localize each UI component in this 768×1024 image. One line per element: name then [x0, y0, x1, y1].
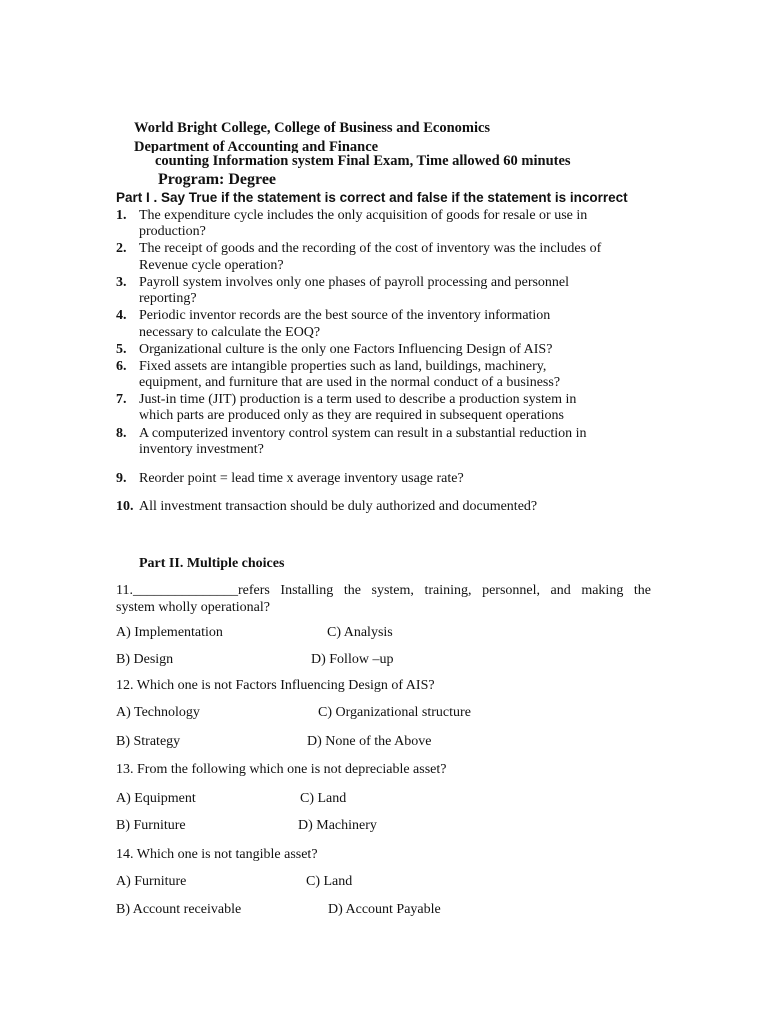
mc-option: B) Account receivable [116, 902, 242, 917]
question-number: 5. [116, 342, 127, 357]
question-text: necessary to calculate the EOQ? [139, 325, 321, 340]
question-number: 2. [116, 241, 127, 256]
question-text: Revenue cycle operation? [139, 258, 284, 273]
mc-option: C) Analysis [327, 625, 393, 640]
mc-option: D) Follow –up [311, 652, 394, 667]
mc-option: B) Strategy [116, 734, 181, 749]
mc-question-text: system wholly operational? [116, 600, 270, 615]
question-text: which parts are produced only as they are required in subsequent operations [139, 408, 564, 423]
mc-question-text: 14. Which one is not tangible asset? [116, 847, 318, 862]
mc-option: D) Account Payable [328, 902, 441, 917]
question-number: 3. [116, 275, 127, 290]
question-number: 8. [116, 426, 127, 441]
exam-title: counting Information system Final Exam, Time allowed 60 minutes [155, 153, 571, 169]
mc-option: C) Land [300, 791, 347, 806]
college-title: World Bright College, College of Business and Economics [134, 120, 491, 136]
question-number: 7. [116, 392, 127, 407]
question-number: 9. [116, 471, 127, 486]
part1-title: Part I . Say True if the statement is correct and false if the statement is incorrect [116, 190, 628, 205]
question-text: All investment transaction should be duly authorized and documented? [139, 499, 538, 514]
mc-option: D) Machinery [298, 818, 377, 833]
program-title: Program: Degree [158, 171, 277, 188]
question-text: inventory investment? [139, 442, 264, 457]
question-text: Organizational culture is the only one Factors Influencing Design of AIS? [139, 342, 553, 357]
question-number: 10. [116, 499, 134, 514]
mc-option: B) Furniture [116, 818, 186, 833]
mc-option: A) Furniture [116, 874, 187, 889]
question-text: equipment, and furniture that are used in the normal conduct of a business? [139, 375, 561, 390]
mc-option: A) Technology [116, 705, 200, 720]
question-text: reporting? [139, 291, 197, 306]
question-number: 6. [116, 359, 127, 374]
question-text: Fixed assets are intangible properties such as land, buildings, machinery, [139, 359, 547, 374]
mc-question-text: 11._______________refers Installing the system, training, personnel, and making the [116, 583, 651, 598]
mc-option: B) Design [116, 652, 174, 667]
question-number: 4. [116, 308, 127, 323]
mc-option: C) Land [306, 874, 353, 889]
mc-question-text: 12. Which one is not Factors Influencing Design of AIS? [116, 678, 435, 693]
mc-option: A) Implementation [116, 625, 223, 640]
question-text: Payroll system involves only one phases of payroll processing and personnel [139, 275, 570, 290]
question-text: Reorder point = lead time x average inventory usage rate? [139, 471, 464, 486]
mc-option: C) Organizational structure [318, 705, 471, 720]
question-text: Periodic inventor records are the best source of the inventory information [139, 308, 551, 323]
question-number: 1. [116, 208, 127, 223]
mc-option: D) None of the Above [307, 734, 432, 749]
question-text: production? [139, 224, 206, 239]
mc-question-text: 13. From the following which one is not depreciable asset? [116, 762, 447, 777]
mc-option: A) Equipment [116, 791, 196, 806]
question-text: The receipt of goods and the recording of the cost of inventory was the includes of [139, 241, 602, 256]
question-text: The expenditure cycle includes the only acquisition of goods for resale or use in [139, 208, 588, 223]
question-text: Just-in time (JIT) production is a term used to describe a production system in [139, 392, 577, 407]
question-text: A computerized inventory control system can result in a substantial reduction in [139, 426, 587, 441]
part2-title: Part II. Multiple choices [139, 556, 285, 571]
department-title: Department of Accounting and Finance [134, 139, 379, 153]
